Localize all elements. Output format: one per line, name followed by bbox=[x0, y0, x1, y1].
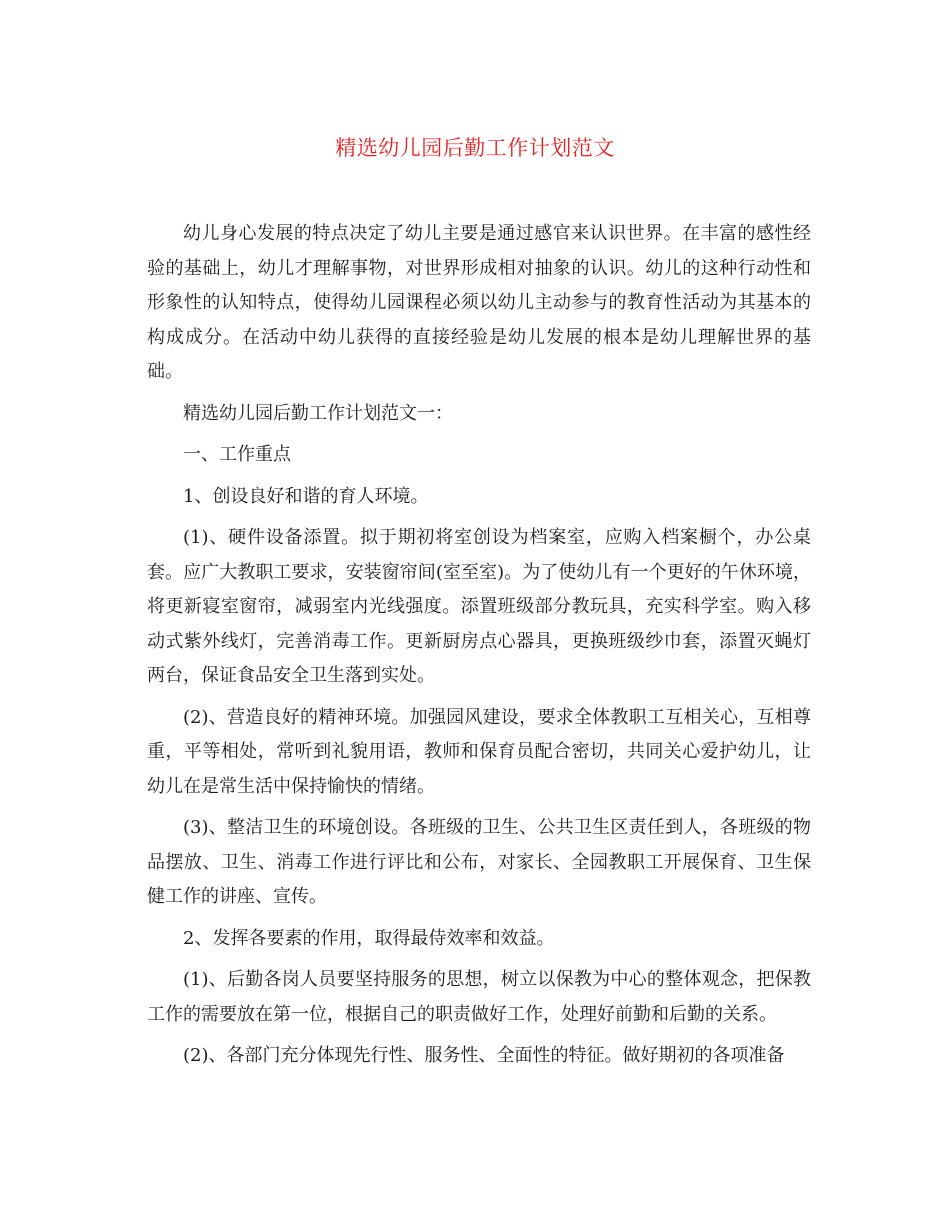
list-item-heading: 2、发挥各要素的作用，取得最侍效率和效益。 bbox=[183, 927, 555, 949]
document-body bbox=[147, 217, 811, 1081]
body-paragraph: (1)、硬件设备添置。拟于期初将室创设为档案室，应购入档案橱个，办公桌套。应广大教职工要求，安装窗帘间(室至室)。为了使幼儿有一个更好的午休环境，将更新寝室窗帘，减弱室内光线强度。添置班级部分教玩具，充实科学室。购入移动式紫外线灯，完善消毒工作。更新厨房点心器具，更换班级纱巾套，添置灭蝇灯两台，保证食品安全卫生落到实处。 bbox=[147, 527, 811, 686]
body-paragraph: (2)、各部门充分体现先行性、服务性、全面性的特征。做好期初的各项准备 bbox=[183, 1045, 785, 1066]
body-paragraph: (1)、后勤各岗人员要坚持服务的思想，树立以保教为中心的整体观念，把保教工作的需要放在第一位，根据自己的职责做好工作，处理好前勤和后勤的关系。 bbox=[147, 969, 811, 1025]
body-paragraph: (3)、整洁卫生的环境创设。各班级的卫生、公共卫生区责任到人，各班级的物品摆放、卫生、消毒工作进行评比和公布，对家长、全园教职工开展保育、卫生保健工作的讲座、宣传。 bbox=[147, 817, 811, 907]
intro-paragraph: 幼儿身心发展的特点决定了幼儿主要是通过感官来认识世界。在丰富的感性经验的基础上，幼儿才理解事物，对世界形成相对抽象的认识。幼儿的这种行动性和形象性的认知特点，使得幼儿园课程必须以幼儿主动参与的教育性活动为其基本的构成成分。在活动中幼儿获得的直接经验是幼儿发展的根本是幼儿理解世界的基础。 bbox=[147, 223, 811, 382]
section-heading: 精选幼儿园后勤工作计划范文一： bbox=[183, 402, 453, 424]
body-paragraph: (2)、营造良好的精神环境。加强园风建设，要求全体教职工互相关心，互相尊重，平等相处，常听到礼貌用语，教师和保育员配合密切，共同关心爱护幼儿，让幼儿在是常生活中保持愉快的情绪。 bbox=[147, 706, 811, 797]
subsection-heading: 一、工作重点 bbox=[183, 444, 291, 465]
list-item-heading: 1、创设良好和谐的育人环境。 bbox=[183, 485, 429, 507]
page-title: 精选幼儿园后勤工作计划范文 bbox=[335, 136, 615, 160]
